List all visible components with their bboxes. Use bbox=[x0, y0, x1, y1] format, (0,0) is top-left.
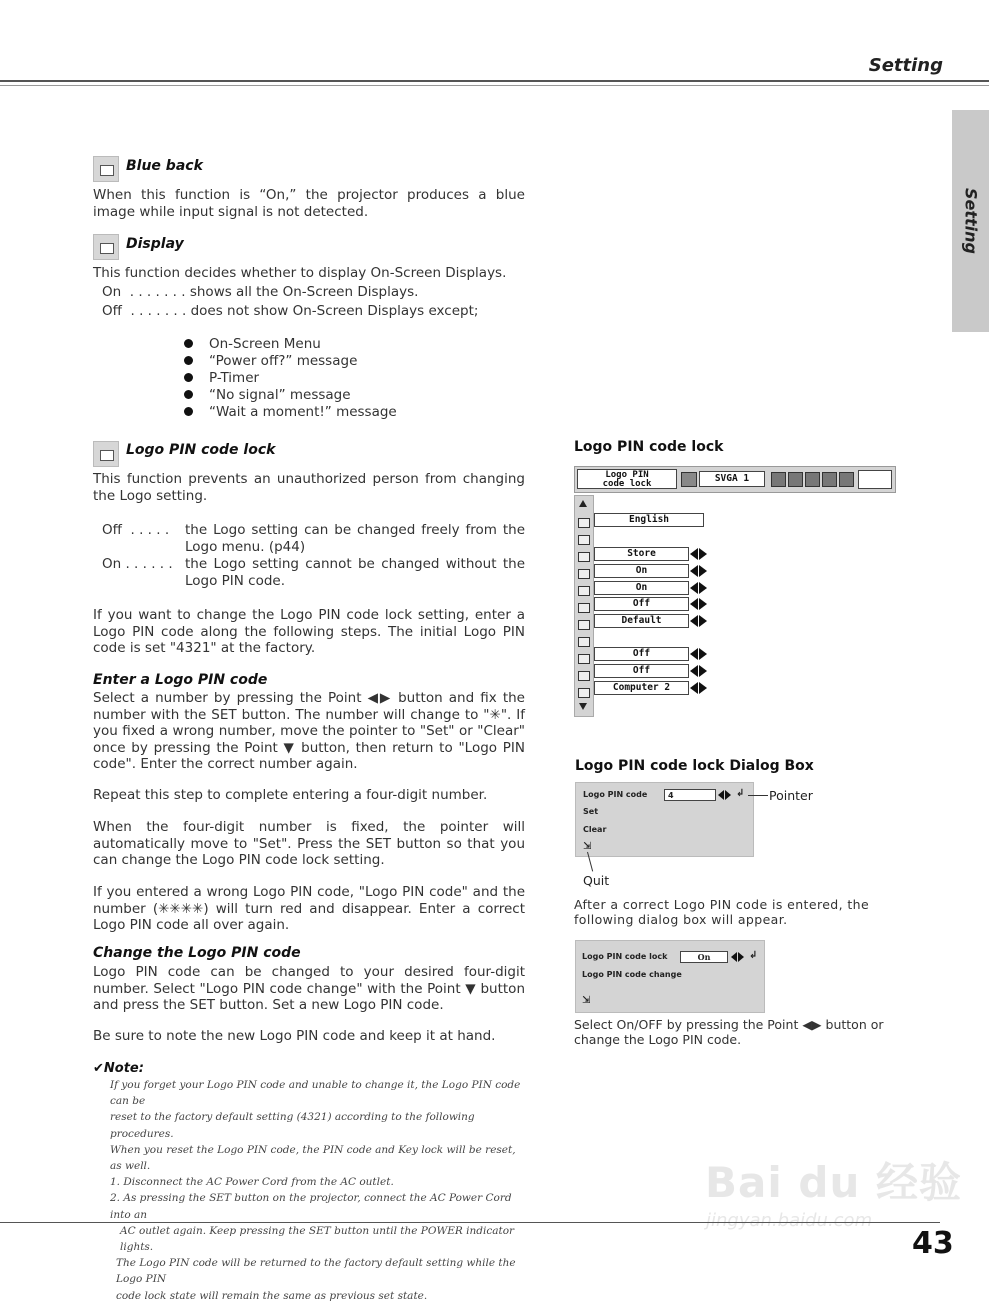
pointer-icon: ↲ bbox=[749, 950, 758, 961]
note-body bbox=[110, 1077, 530, 1304]
menu-figure-caption: Logo PIN code lock bbox=[574, 439, 724, 455]
dialog2-caption: Select On/OFF by pressing the Point ◀▶ button or change the Logo PIN code. bbox=[574, 1017, 884, 1047]
menu-value-store[interactable]: Store bbox=[594, 547, 689, 561]
set-label[interactable]: Set bbox=[583, 807, 599, 816]
menu-value-language[interactable]: English bbox=[594, 513, 704, 527]
pin-lock-value[interactable]: On bbox=[680, 951, 728, 963]
display-intro: This function decides whether to display On-Screen Displays. bbox=[93, 265, 507, 281]
quit-icon[interactable]: ⇲ bbox=[583, 841, 592, 852]
header-rule-thin bbox=[0, 85, 989, 86]
fixed-text: When the four-digit number is fixed, the pointer will automatically move to "Set". Press the SET button so that you can change the Logo PIN code lock setting. bbox=[93, 819, 525, 868]
change-pin-title: Change the Logo PIN code bbox=[93, 945, 301, 961]
note-line: AC outlet again. Keep pressing the SET button until the POWER indicator lights. bbox=[120, 1224, 515, 1254]
list-item: “Wait a moment!” message bbox=[184, 404, 397, 421]
selected-tab-icon[interactable] bbox=[858, 470, 892, 489]
watermark-logo: Bai du 经验 bbox=[705, 1158, 962, 1207]
left-right-arrows-icon[interactable] bbox=[690, 582, 708, 594]
wrong-text: If you entered a wrong Logo PIN code, "Logo PIN code" and the number (✳✳✳✳) will turn red and disappear. Enter a correct Logo PIN code all over again. bbox=[93, 884, 525, 933]
pin-code-label: Logo PIN code bbox=[583, 790, 648, 799]
menu-value-on-2[interactable]: On bbox=[594, 581, 689, 595]
section-title: Setting bbox=[868, 55, 943, 76]
display-bullet-list bbox=[184, 336, 397, 421]
setting-icon[interactable] bbox=[822, 472, 837, 487]
note-line: If you forget your Logo PIN code and unable to change it, the Logo PIN code can be bbox=[110, 1079, 521, 1108]
menu-bar-title-box: Logo PIN code lock bbox=[577, 469, 677, 489]
pin-change-label[interactable]: Logo PIN code change bbox=[582, 970, 682, 979]
display-on-line: On . . . . . . . shows all the On-Screen Displays. bbox=[102, 284, 419, 300]
logo-pin-intro: This function prevents an unauthorized person from changing the Logo setting. bbox=[93, 471, 525, 504]
keep-note-text: Be sure to note the new Logo PIN code and keep it at hand. bbox=[93, 1028, 496, 1044]
pointer-annotation: Pointer bbox=[769, 788, 813, 803]
clear-label[interactable]: Clear bbox=[583, 825, 607, 834]
change-pin-text: Logo PIN code can be changed to your desired four-digit number. Select "Logo PIN code change" with the Point ▼ button and press the SET button. Set a new Logo PIN code. bbox=[93, 964, 525, 1013]
dialog-figure-caption: Logo PIN code lock Dialog Box bbox=[575, 758, 814, 774]
blue-back-title: Blue back bbox=[126, 158, 203, 174]
pin-entry-field[interactable]: 4 bbox=[664, 789, 716, 801]
logo-pin-off-text: the Logo setting can be changed freely from the Logo menu. (p44) bbox=[185, 522, 525, 555]
pointer-leader-line bbox=[748, 795, 768, 796]
mode-box: SVGA 1 bbox=[699, 471, 765, 487]
checkmark-icon: ✔ bbox=[93, 1061, 104, 1076]
pin-lock-dialog bbox=[575, 940, 765, 1013]
screen-icon[interactable] bbox=[788, 472, 803, 487]
pc-adjust-icon[interactable] bbox=[681, 472, 697, 487]
sound-icon[interactable] bbox=[839, 472, 854, 487]
list-item: P-Timer bbox=[184, 370, 397, 387]
left-right-arrows-icon[interactable] bbox=[690, 648, 708, 660]
left-right-arrows-icon[interactable] bbox=[731, 951, 749, 963]
quit-annotation: Quit bbox=[583, 873, 610, 888]
repeat-text: Repeat this step to complete entering a four-digit number. bbox=[93, 787, 488, 803]
menu-value-off-3[interactable]: Off bbox=[594, 664, 689, 678]
scroll-up-icon[interactable] bbox=[579, 500, 587, 507]
menu-value-on-1[interactable]: On bbox=[594, 564, 689, 578]
side-tab bbox=[952, 110, 989, 332]
quit-icon[interactable]: ⇲ bbox=[582, 995, 591, 1006]
menu-values bbox=[576, 512, 716, 702]
left-right-arrows-icon[interactable] bbox=[690, 598, 708, 610]
left-right-arrows-icon[interactable] bbox=[690, 565, 708, 577]
note-line: code lock state will remain the same as previous set state. bbox=[116, 1289, 428, 1302]
left-right-arrows-icon[interactable] bbox=[690, 665, 708, 677]
list-item: On-Screen Menu bbox=[184, 336, 397, 353]
left-right-arrows-icon[interactable] bbox=[690, 615, 708, 627]
header-rule bbox=[0, 80, 989, 82]
side-tab-label: Setting bbox=[961, 188, 980, 254]
left-right-arrows-icon[interactable] bbox=[690, 682, 708, 694]
note-line: reset to the factory default setting (4321) according to the following procedures. bbox=[110, 1111, 475, 1140]
enter-pin-title: Enter a Logo PIN code bbox=[93, 672, 268, 688]
image-icon[interactable] bbox=[771, 472, 786, 487]
menu-value-computer[interactable]: Computer 2 bbox=[594, 681, 689, 695]
logo-pin-icon bbox=[93, 441, 119, 467]
list-item: “Power off?” message bbox=[184, 353, 397, 370]
page-number: 43 bbox=[912, 1226, 954, 1261]
left-right-arrows-icon[interactable] bbox=[718, 789, 736, 801]
note-line: 2. As pressing the SET button on the projector, connect the AC Power Cord into an bbox=[110, 1192, 512, 1221]
blue-back-text: When this function is “On,” the projector produces a blue image while input signal is not detected. bbox=[93, 187, 525, 220]
menu-value-default[interactable]: Default bbox=[594, 614, 689, 628]
pointer-icon: ↲ bbox=[736, 788, 745, 799]
note-line: The Logo PIN code will be returned to the factory default setting while the Logo PIN bbox=[116, 1257, 516, 1286]
display-off-line: Off . . . . . . . does not show On-Screen Displays except; bbox=[102, 303, 479, 319]
watermark-url: jingyan.baidu.com bbox=[706, 1210, 873, 1231]
logo-pin-on-label: On . . . . . . bbox=[102, 556, 173, 572]
list-item: “No signal” message bbox=[184, 387, 397, 404]
footer-rule bbox=[0, 1222, 940, 1223]
enter-pin-text: Select a number by pressing the Point ◀▶ button and fix the number with the SET button. The number will change to "✳". If you fixed a wrong number, move the pointer to "Set" or "Clear" once by pressing the Point ▼ button, then return to "Logo PIN code". Enter the correct number again. bbox=[93, 690, 525, 772]
after-correct-text: After a correct Logo PIN code is entered, the following dialog box will appear. bbox=[574, 897, 870, 927]
note-line: When you reset the Logo PIN code, the PIN code and Key lock will be reset, as well. bbox=[110, 1143, 516, 1173]
note-label: ✔Note: bbox=[93, 1061, 144, 1076]
pin-dialog bbox=[575, 782, 754, 857]
menu-value-off-2[interactable]: Off bbox=[594, 647, 689, 661]
logo-pin-on-text: the Logo setting cannot be changed without the Logo PIN code. bbox=[185, 556, 525, 589]
display-icon bbox=[93, 234, 119, 260]
scroll-down-icon[interactable] bbox=[579, 703, 587, 710]
logo-pin-title: Logo PIN code lock bbox=[126, 442, 276, 458]
menu-value-off-1[interactable]: Off bbox=[594, 597, 689, 611]
pin-lock-label: Logo PIN code lock bbox=[582, 952, 668, 961]
blue-back-icon bbox=[93, 156, 119, 182]
note-line: 1. Disconnect the AC Power Cord from the AC outlet. bbox=[110, 1176, 394, 1189]
input-icon[interactable] bbox=[805, 472, 820, 487]
logo-pin-para1: If you want to change the Logo PIN code lock setting, enter a Logo PIN code along the following steps. The initial Logo PIN code is set "4321" at the factory. bbox=[93, 607, 525, 656]
menu-bar bbox=[574, 466, 896, 493]
logo-pin-off-label: Off . . . . . bbox=[102, 522, 170, 538]
display-title: Display bbox=[126, 236, 184, 252]
left-right-arrows-icon[interactable] bbox=[690, 548, 708, 560]
